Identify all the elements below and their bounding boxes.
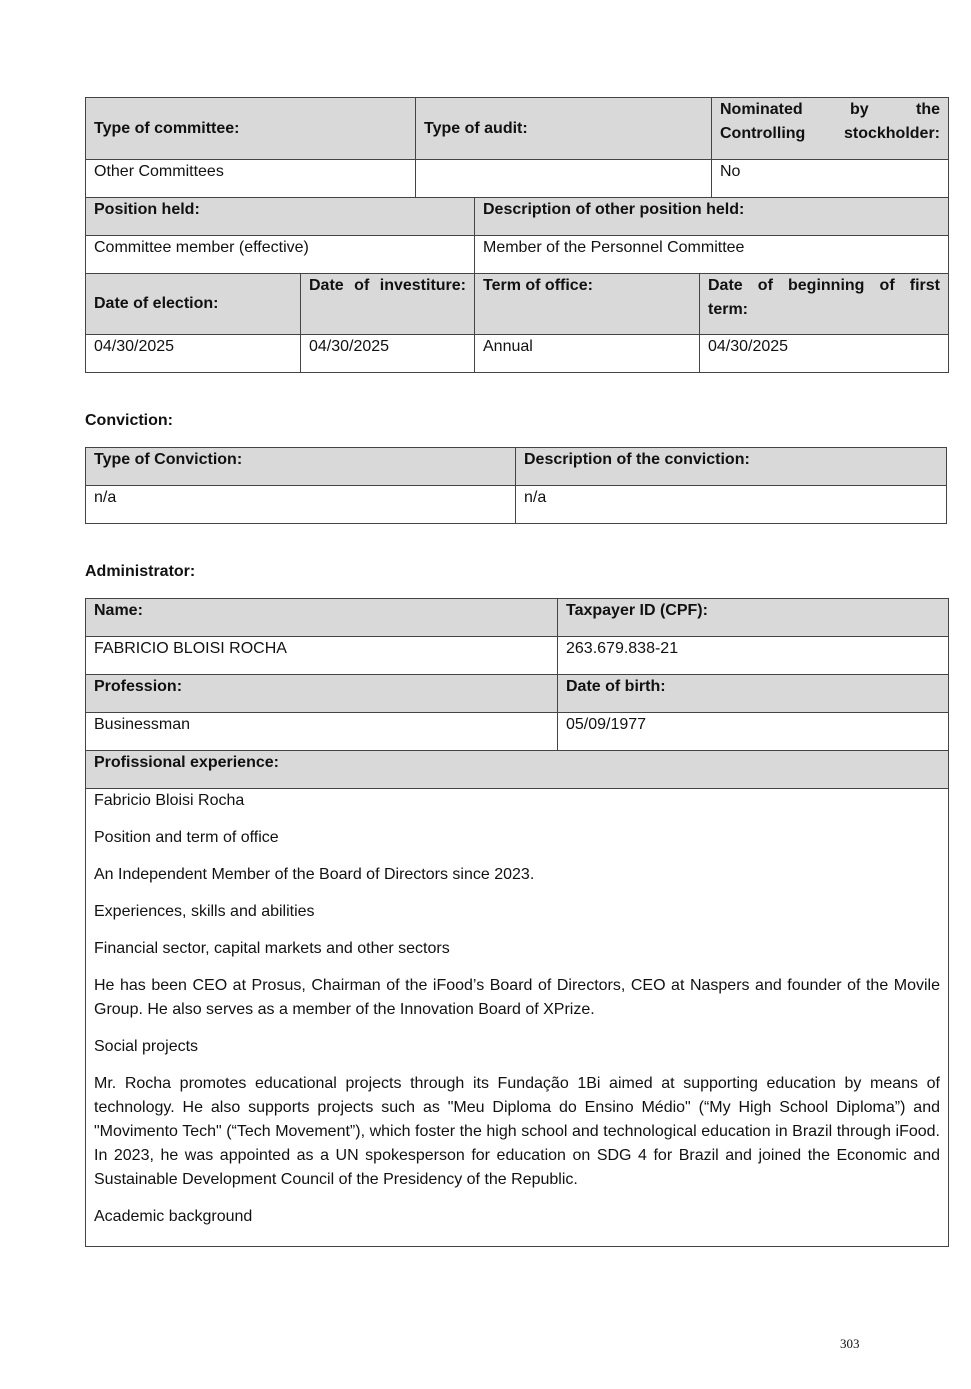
- conviction-table: [85, 447, 947, 524]
- type-of-audit-value: [416, 160, 712, 198]
- term-of-office-value: Annual: [475, 335, 700, 373]
- professional-experience-content: [86, 789, 949, 1247]
- date-of-election-label: Date of election:: [86, 274, 301, 335]
- experience-paragraph: Social projects: [94, 1038, 199, 1055]
- experience-paragraph: Academic background: [94, 1208, 253, 1225]
- experience-paragraph: Experiences, skills and abilities: [94, 903, 315, 920]
- nominated-value: No: [712, 160, 949, 198]
- type-of-conviction-value: n/a: [86, 486, 516, 524]
- profession-value: Businessman: [86, 713, 558, 751]
- administrator-table: [85, 598, 949, 1247]
- conviction-section-title: Conviction:: [85, 412, 173, 429]
- date-of-election-value: 04/30/2025: [86, 335, 301, 373]
- date-of-birth-label: Date of birth:: [558, 675, 949, 713]
- name-label: Name:: [86, 599, 558, 637]
- taxpayer-id-label: Taxpayer ID (CPF):: [558, 599, 949, 637]
- date-of-investiture-label: Date of investiture:: [301, 274, 475, 335]
- position-held-label: Position held:: [86, 198, 475, 236]
- professional-experience-label: Profissional experience:: [86, 751, 949, 789]
- committee-table: [85, 97, 949, 373]
- experience-paragraph: Fabricio Bloisi Rocha: [94, 792, 245, 809]
- description-of-conviction-value: n/a: [516, 486, 947, 524]
- date-of-investiture-value: 04/30/2025: [301, 335, 475, 373]
- position-held-value: Committee member (effective): [86, 236, 475, 274]
- date-beginning-first-term-value: 04/30/2025: [700, 335, 949, 373]
- experience-paragraph: Mr. Rocha promotes educational projects through its Fundação 1Bi aimed at supporting education by means of technology. He also supports projects such as "Meu Diploma do Ensino Médio" (“My High School Diploma”) and "Movimento Tech" (“Tech Movement”), which foster the high school and technological education in Brazil through iFood. In 2023, he was appointed as a UN spokesperson for education on SDG 4 for Brazil and joined the Economic and Sustainable Development Council of the Presidency of the Republic.: [94, 1075, 940, 1188]
- administrator-section-title: Administrator:: [85, 563, 196, 580]
- date-beginning-first-term-label: Date of beginning of first term:: [700, 274, 949, 335]
- nominated-by-controlling-stockholder-label: Nominated by the Controlling stockholder:: [712, 98, 949, 160]
- date-of-birth-value: 05/09/1977: [558, 713, 949, 751]
- experience-paragraph: Position and term of office: [94, 829, 279, 846]
- description-other-position-label: Description of other position held:: [475, 198, 949, 236]
- description-other-position-value: Member of the Personnel Committee: [475, 236, 949, 274]
- experience-paragraph: Financial sector, capital markets and other sectors: [94, 940, 450, 957]
- type-of-committee-label: Type of committee:: [86, 98, 416, 160]
- description-of-conviction-label: Description of the conviction:: [516, 448, 947, 486]
- experience-paragraph: He has been CEO at Prosus, Chairman of the iFood’s Board of Directors, CEO at Naspers and founder of the Movile Group. He also serves as a member of the Innovation Board of XPrize.: [94, 977, 940, 1018]
- name-value: FABRICIO BLOISI ROCHA: [86, 637, 558, 675]
- page-number: 303: [840, 1336, 860, 1351]
- profession-label: Profession:: [86, 675, 558, 713]
- type-of-committee-value: Other Committees: [86, 160, 416, 198]
- taxpayer-id-value: 263.679.838-21: [558, 637, 949, 675]
- term-of-office-label: Term of office:: [475, 274, 700, 335]
- type-of-audit-label: Type of audit:: [416, 98, 712, 160]
- type-of-conviction-label: Type of Conviction:: [86, 448, 516, 486]
- experience-paragraph: An Independent Member of the Board of Directors since 2023.: [94, 866, 535, 883]
